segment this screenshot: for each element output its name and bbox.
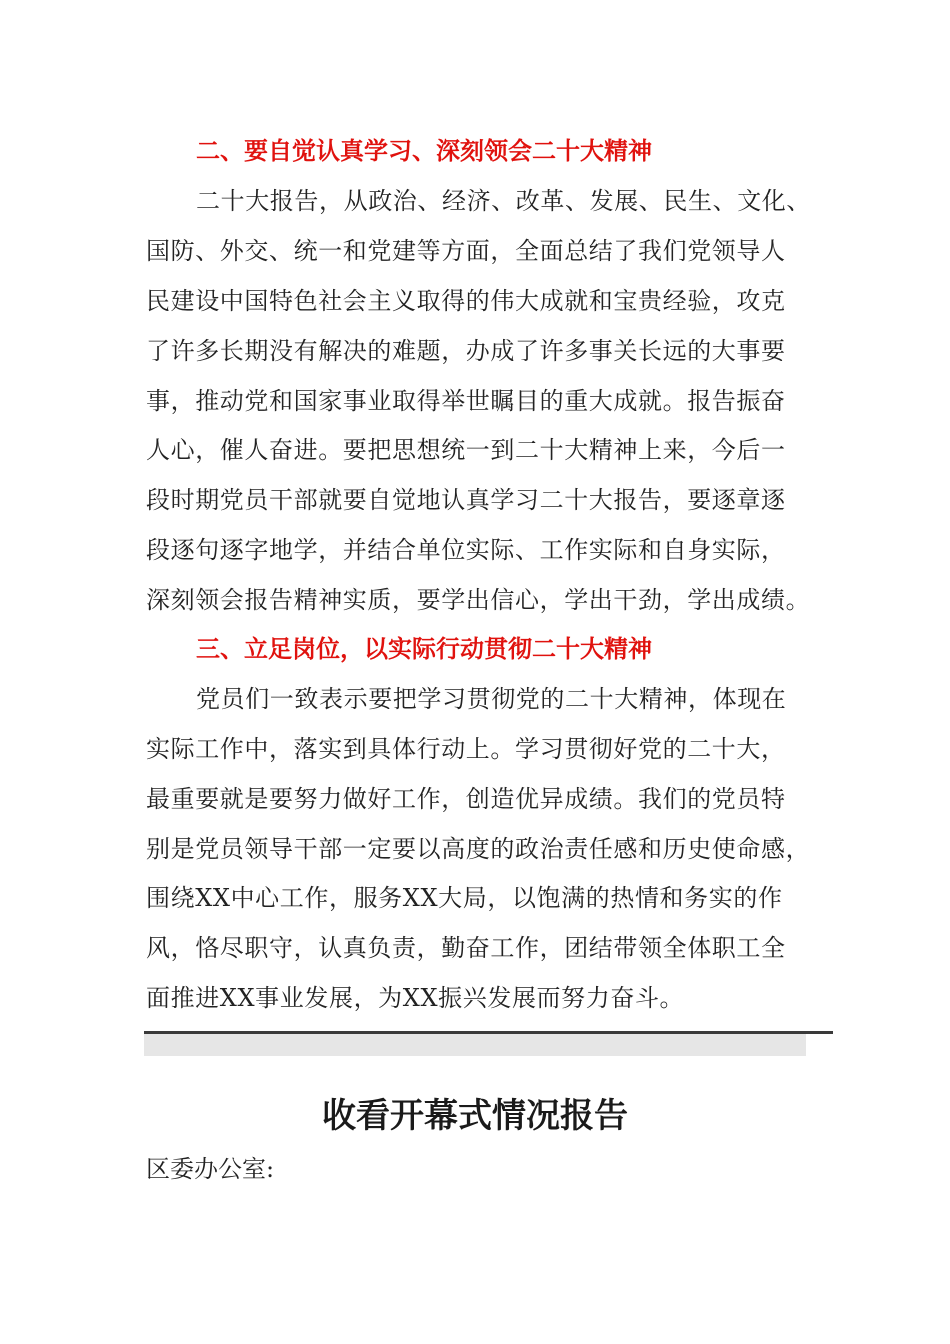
paragraph-line: 别是党员领导干部一定要以高度的政治责任感和历史使命感， (146, 835, 811, 863)
paragraph-line: 了许多长期没有解决的难题，办成了许多事关长远的大事要 (146, 337, 786, 365)
paragraph-line: 事，推动党和国家事业取得举世瞩目的重大成就。报告振奋 (146, 387, 786, 415)
paragraph-line: 二十大报告，从政治、经济、改革、发展、民生、文化、 (196, 187, 811, 215)
section-divider-band (144, 1034, 806, 1056)
paragraph-line: 国防、外交、统一和党建等方面，全面总结了我们党领导人 (146, 237, 786, 265)
paragraph-line: 人心，催人奋进。要把思想统一到二十大精神上来，今后一 (146, 436, 786, 464)
report-addressee: 区委办公室: (146, 1155, 275, 1183)
section-3-heading: 三、立足岗位，以实际行动贯彻二十大精神 (196, 635, 652, 663)
paragraph-line: 段时期党员干部就要自觉地认真学习二十大报告，要逐章逐 (146, 486, 786, 514)
paragraph-line: 最重要就是要努力做好工作，创造优异成绩。我们的党员特 (146, 785, 786, 813)
paragraph-line: 深刻领会报告精神实质，要学出信心，学出干劲，学出成绩。 (146, 586, 811, 614)
paragraph-line: 面推进XX事业发展，为XX振兴发展而努力奋斗。 (146, 984, 685, 1012)
paragraph-line: 风，恪尽职守，认真负责，勤奋工作，团结带领全体职工全 (146, 934, 786, 962)
paragraph-line: 段逐句逐字地学，并结合单位实际、工作实际和自身实际， (146, 536, 786, 564)
section-2-heading: 二、要自觉认真学习、深刻领会二十大精神 (196, 137, 652, 165)
report-title: 收看开幕式情况报告 (322, 1096, 628, 1136)
paragraph-line: 实际工作中，落实到具体行动上。学习贯彻好党的二十大， (146, 735, 786, 763)
paragraph-line: 党员们一致表示要把学习贯彻党的二十大精神，体现在 (196, 685, 787, 713)
paragraph-line: 民建设中国特色社会主义取得的伟大成就和宝贵经验，攻克 (146, 287, 786, 315)
paragraph-line: 围绕XX中心工作，服务XX大局，以饱满的热情和务实的作 (146, 884, 783, 912)
